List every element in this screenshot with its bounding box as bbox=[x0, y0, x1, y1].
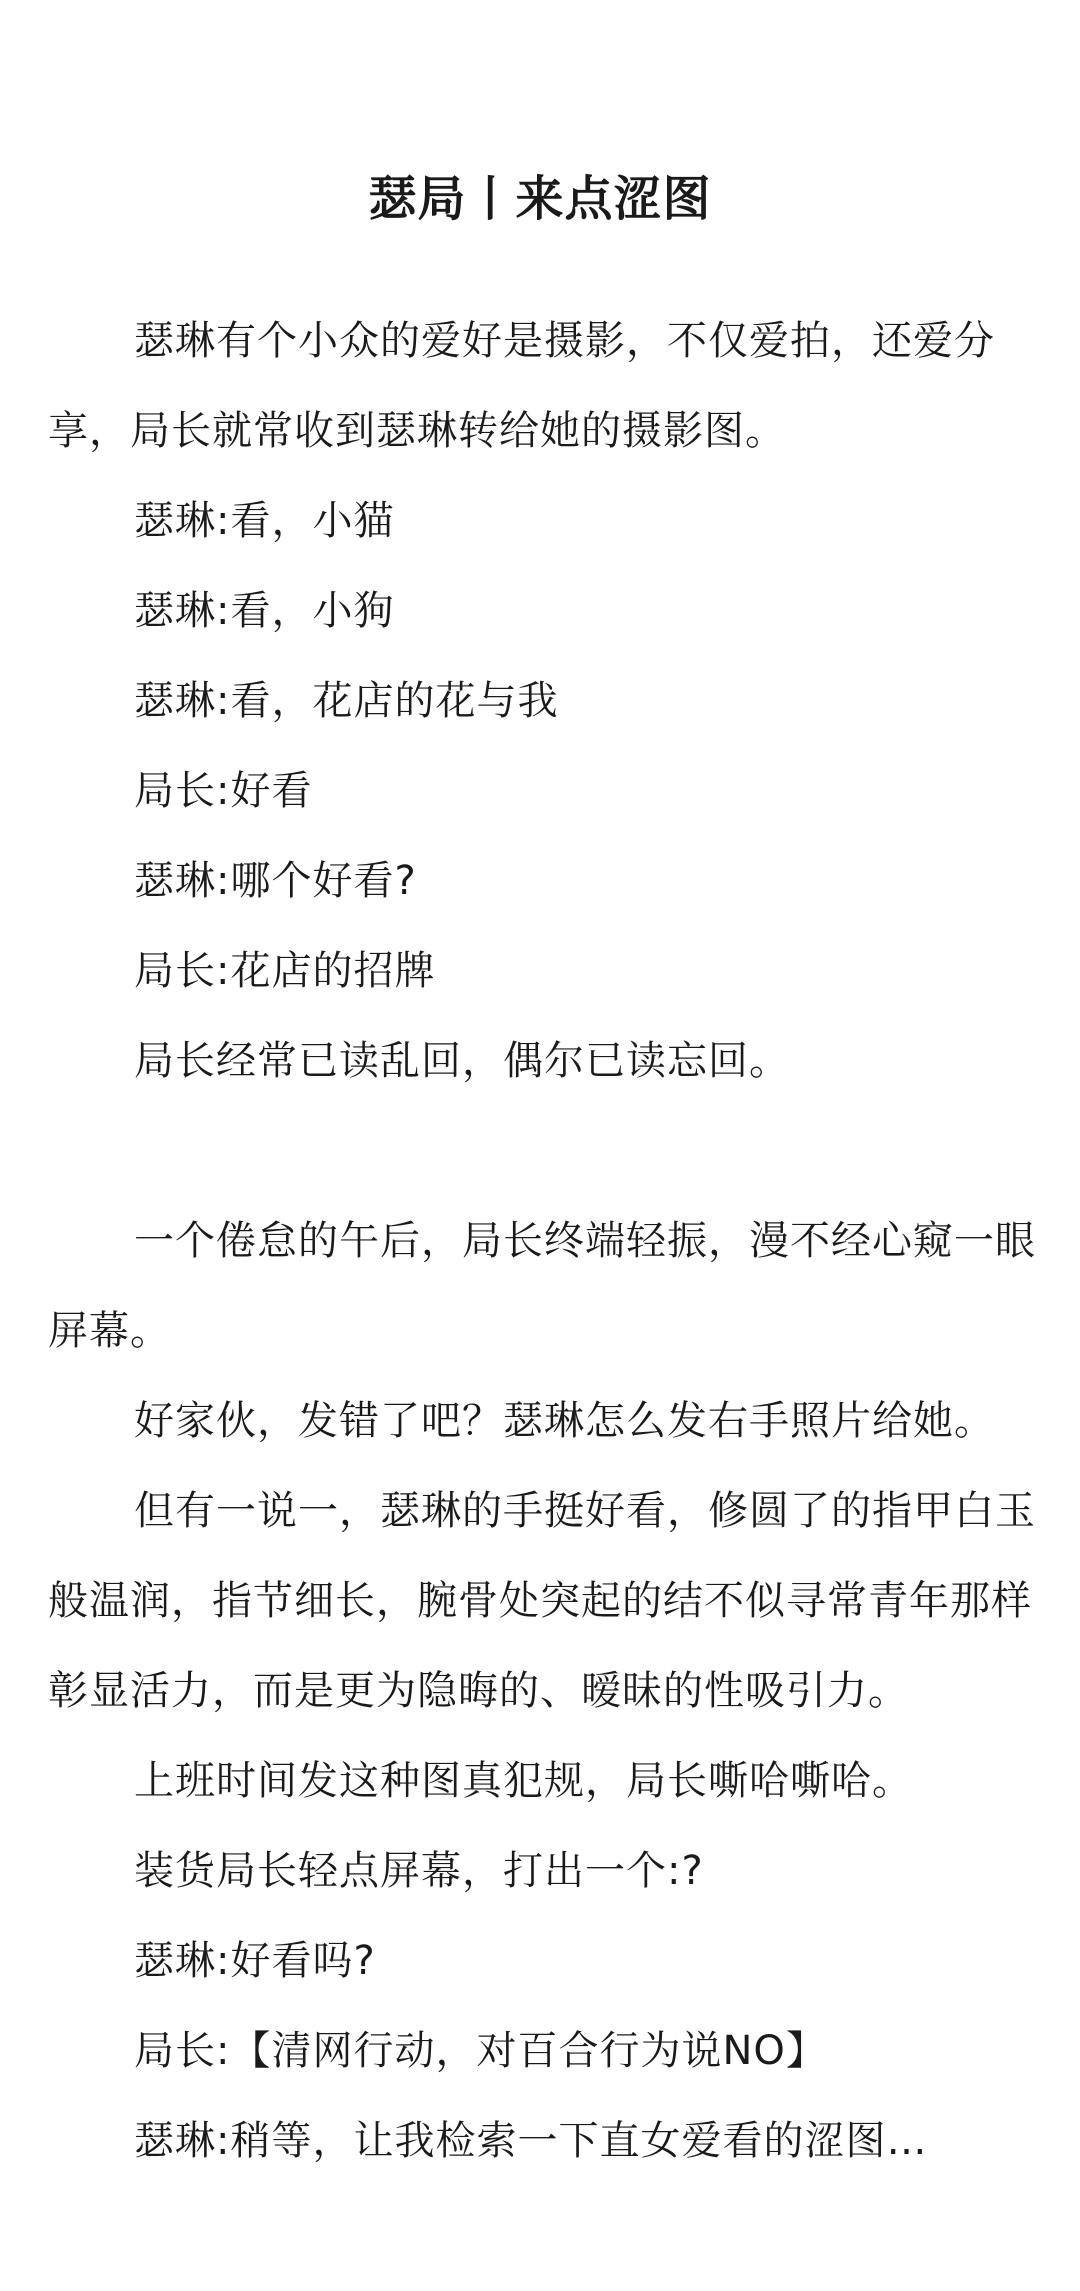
paragraph-1: 瑟琳有个小众的爱好是摄影，不仅爱拍，还爱分享，局长就常收到瑟琳转给她的摄影图。 bbox=[48, 318, 995, 454]
paragraph-8: 局长经常已读乱回，偶尔已读忘回。 bbox=[134, 1038, 790, 1084]
paragraph-5: 局长:好看 bbox=[134, 768, 313, 814]
article-body bbox=[48, 296, 1038, 2186]
paragraph-3: 瑟琳:看，小狗 bbox=[134, 588, 395, 634]
article-title: 瑟局丨来点涩图 bbox=[368, 171, 712, 228]
paragraph-7: 局长:花店的招牌 bbox=[134, 948, 436, 994]
paragraph-15: 瑟琳:好看吗? bbox=[134, 1938, 376, 1984]
paragraph-17: 瑟琳:稍等，让我检索一下直女爱看的涩图… bbox=[134, 2118, 928, 2164]
paragraph-4: 瑟琳:看，花店的花与我 bbox=[134, 678, 559, 724]
paragraph-10: 一个倦怠的午后，局长终端轻振，漫不经心窥一眼屏幕。 bbox=[48, 1218, 1036, 1354]
paragraph-break bbox=[48, 1106, 1038, 1196]
paragraph-16: 局长:【清网行动，对百合行为说NO】 bbox=[134, 2028, 827, 2074]
paragraph-14: 装货局长轻点屏幕，打出一个:? bbox=[134, 1848, 704, 1894]
paragraph-6: 瑟琳:哪个好看? bbox=[134, 858, 417, 904]
paragraph-11: 好家伙，发错了吧？瑟琳怎么发右手照片给她。 bbox=[134, 1398, 995, 1444]
paragraph-2: 瑟琳:看，小猫 bbox=[134, 498, 395, 544]
paragraph-12: 但有一说一，瑟琳的手挺好看，修圆了的指甲白玉般温润，指节细长，腕骨处突起的结不似寻常青年那样彰显活力，而是更为隐晦的、暧昧的性吸引力。 bbox=[48, 1488, 1036, 1714]
paragraph-13: 上班时间发这种图真犯规，局长嘶哈嘶哈。 bbox=[134, 1758, 913, 1804]
